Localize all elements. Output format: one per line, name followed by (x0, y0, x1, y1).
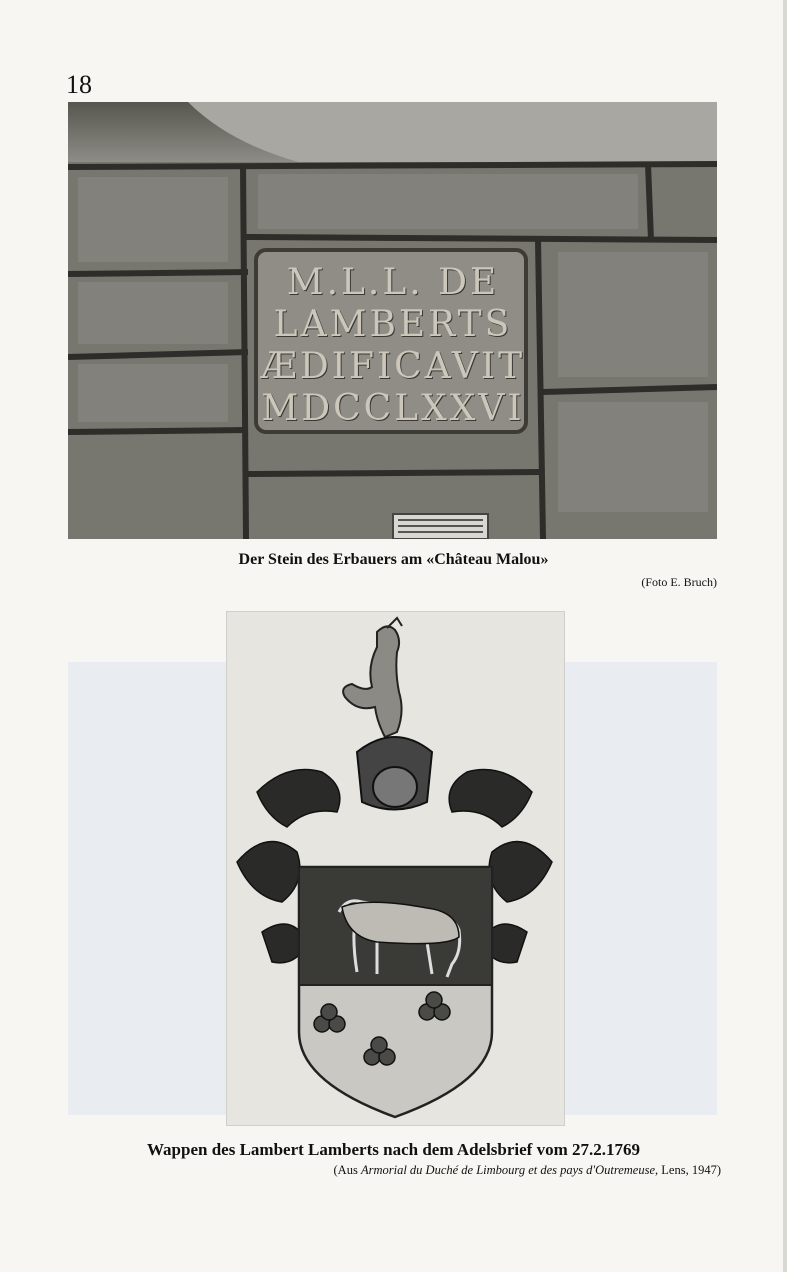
credit-prefix: (Aus (333, 1163, 361, 1177)
stone-caption: Der Stein des Erbauers am «Château Malou» (238, 551, 549, 568)
coat-of-arms-drawing (227, 612, 564, 1125)
page-number: 18 (66, 70, 92, 99)
inscription-line: MDCCLXXVI (261, 388, 525, 429)
stone-photo-credit: (Foto E. Bruch) (641, 575, 717, 589)
stone-inscription (258, 262, 528, 430)
credit-suffix: , Lens, 1947) (655, 1163, 721, 1177)
credit-book-title: Armorial du Duché de Limbourg et des pays d'Outremeuse (360, 1163, 656, 1177)
page-edge (783, 0, 787, 1272)
inscription-line: ÆDIFICAVIT (260, 346, 526, 387)
arms-source-credit (334, 1163, 721, 1178)
stone-photograph (68, 102, 717, 539)
inscription-line: LAMBERTS (273, 304, 513, 345)
arms-caption: Wappen des Lambert Lamberts nach dem Adelsbrief vom 27.2.1769 (147, 1140, 640, 1159)
inscription-line: M.L.L. DE (286, 262, 500, 303)
coat-of-arms-image (226, 611, 565, 1126)
